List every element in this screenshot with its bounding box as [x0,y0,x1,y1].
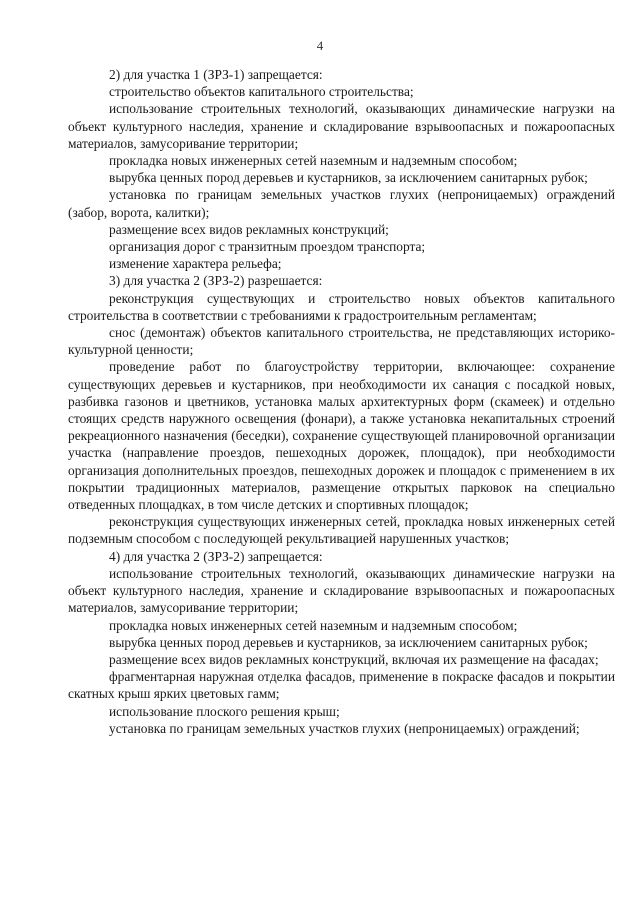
paragraph: использование строительных технологий, оказывающих динамические нагрузки на объект культурного наследия, хранение и складирование взрывоопасных и пожароопасных материалов, замусоривание территории; [68,565,615,616]
document-body [68,66,615,737]
paragraph: использование строительных технологий, оказывающих динамические нагрузки на объект культурного наследия, хранение и складирование взрывоопасных и пожароопасных материалов, замусоривание территории; [68,101,615,151]
paragraph: реконструкция существующих инженерных сетей, прокладка новых инженерных сетей подземным способом с последующей рекультивацией нарушенных участков; [68,514,615,547]
paragraph: фрагментарная наружная отделка фасадов, применение в покраске фасадов и покрытии скатных крыш ярких цветовых гамм; [68,669,615,702]
paragraph: снос (демонтаж) объектов капитального строительства, не представляющих историко-культурной ценности; [68,325,615,358]
paragraph: 4) для участка 2 (ЗРЗ-2) запрещается: [109,548,323,564]
paragraph: 2) для участка 1 (ЗРЗ-1) запрещается: [109,67,323,82]
paragraph: организация дорог с транзитным проездом транспорта; [109,239,426,255]
paragraph: размещение всех видов рекламных конструкций, включая их размещение на фасадах; [109,651,599,667]
paragraph: вырубка ценных пород деревьев и кустарников, за исключением санитарных рубок; [109,170,588,186]
page-number: 4 [316,38,324,53]
paragraph: установка по границам земельных участков глухих (непроницаемых) ограждений (забор, ворота, калитки); [68,187,615,220]
paragraph: размещение всех видов рекламных конструкций; [109,221,389,237]
paragraph: прокладка новых инженерных сетей наземным и надземным способом; [109,153,518,169]
paragraph: строительство объектов капитального строительства; [109,84,414,100]
paragraph: изменение характера рельефа; [109,256,282,272]
paragraph: вырубка ценных пород деревьев и кустарников, за исключением санитарных рубок; [109,634,588,650]
paragraph: использование плоского решения крыш; [109,703,340,719]
paragraph: 3) для участка 2 (ЗРЗ-2) разрешается: [109,273,323,289]
paragraph: реконструкция существующих и строительство новых объектов капитального строительства в соответствии с требованиями к градостроительным регламентам; [68,290,615,323]
paragraph: установка по границам земельных участков глухих (непроницаемых) ограждений; [109,720,580,736]
paragraph: прокладка новых инженерных сетей наземным и надземным способом; [109,617,518,633]
paragraph: проведение работ по благоустройству территории, включающее: сохранение существующих деревьев и кустарников, при необходимости их санация с посадкой новых, разбивка газонов и цветников, установка малых архитектурных форм (скамеек) и отдельно стоящих средств наружного освещения (фонари), а также установка некапитальных строений рекреационного назначения (беседки), сохранение существующей планировочной организации участка (направление проездов, пешеходных дорожек, площадок), при необходимости организация дополнительных проездов, пешеходных дорожек и площадок с применением в их покрытии традиционных материалов, размещение открытых парковок на специально отведенных площадках, в том числе детских и спортивных площадок; [68,359,615,513]
